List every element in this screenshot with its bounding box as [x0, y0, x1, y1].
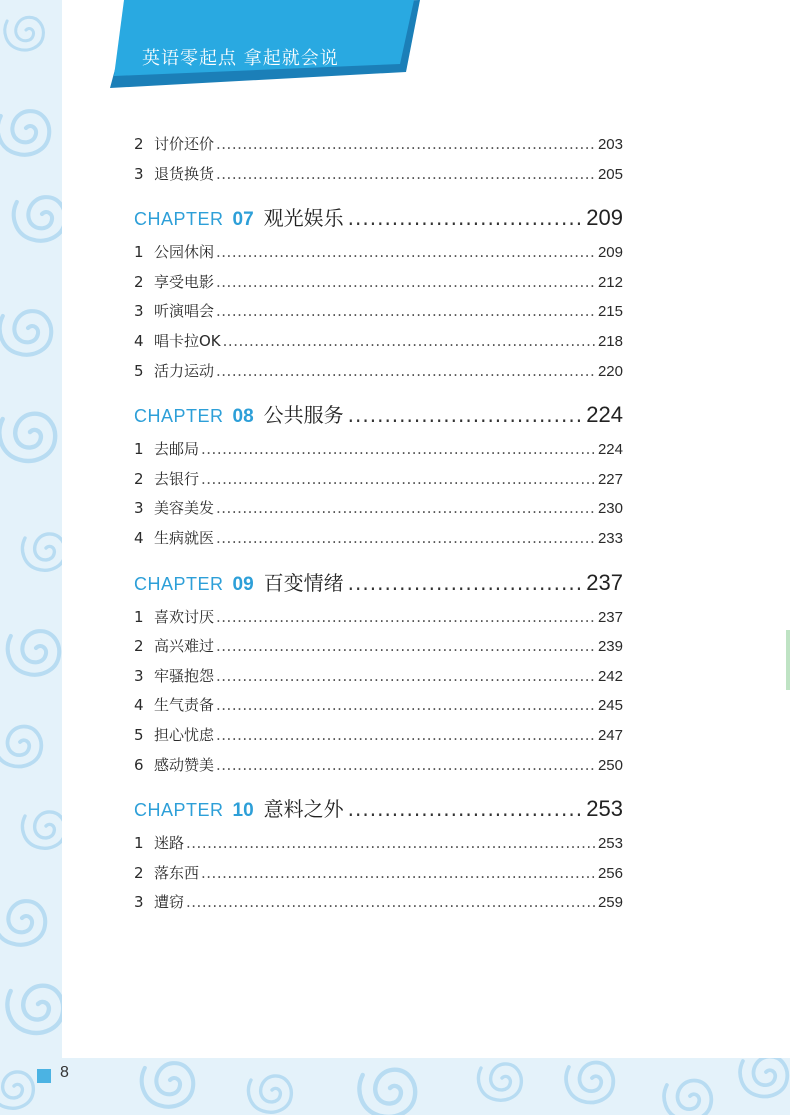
- toc-item-number: 3: [134, 302, 144, 321]
- toc-item-number: 5: [134, 725, 144, 744]
- toc-item-title: 感动赞美: [154, 755, 215, 774]
- toc-item-page: 256: [597, 864, 623, 882]
- chapter-number: 07: [232, 209, 254, 231]
- toc-item-page: 203: [597, 136, 623, 153]
- dot-leader: [348, 793, 583, 826]
- toc-item-number: 2: [134, 135, 144, 153]
- toc-item-title: 喜欢讨厌: [154, 607, 215, 626]
- toc-item-page: 242: [597, 667, 623, 685]
- dot-leader: [223, 327, 596, 357]
- toc-item[interactable]: [134, 130, 623, 160]
- toc-item-page: 245: [597, 697, 623, 715]
- dot-leader: [216, 130, 596, 160]
- chapter-label: CHAPTER: [134, 800, 224, 821]
- dot-leader: [348, 567, 583, 600]
- edge-strip: [786, 630, 790, 690]
- toc-item-page: 212: [597, 273, 623, 291]
- dot-leader: [216, 662, 596, 692]
- chapter-page: 253: [586, 796, 623, 822]
- chapter-page: 209: [586, 205, 623, 231]
- toc-item[interactable]: [134, 888, 623, 918]
- dot-leader: [348, 202, 583, 235]
- toc-item-number: 3: [134, 666, 144, 685]
- toc-item-number: 3: [134, 893, 144, 912]
- toc-item-title: 去邮局: [154, 440, 200, 459]
- toc-item-title: 遭窃: [154, 893, 185, 912]
- toc-item-number: 2: [134, 469, 144, 488]
- toc-item-title: 讨价还价: [154, 135, 215, 153]
- dot-leader: [216, 297, 596, 327]
- toc-item[interactable]: [134, 691, 623, 721]
- page-number-marker: [37, 1069, 51, 1083]
- toc-item[interactable]: [134, 357, 623, 387]
- toc-item[interactable]: [134, 297, 623, 327]
- dot-leader: [201, 859, 596, 889]
- dot-leader: [216, 494, 596, 524]
- chapter-number: 10: [232, 800, 254, 822]
- toc-item-number: 1: [134, 834, 144, 853]
- toc-item-title: 美容美发: [154, 499, 215, 518]
- toc-item[interactable]: [134, 268, 623, 298]
- toc-item-page: 209: [597, 244, 623, 262]
- toc-item-number: 3: [134, 499, 144, 518]
- toc-item-title: 唱卡拉OK: [154, 331, 221, 350]
- toc-item[interactable]: [134, 859, 623, 889]
- page-number: 8: [60, 1064, 69, 1081]
- dot-leader: [216, 238, 596, 268]
- chapter-heading-08[interactable]: [134, 398, 623, 431]
- chapter-label: CHAPTER: [134, 209, 224, 230]
- dot-leader: [216, 691, 596, 721]
- chapter-title: 意料之外: [263, 797, 344, 822]
- toc-item-title: 享受电影: [154, 272, 215, 291]
- dot-leader: [216, 357, 596, 387]
- toc-item[interactable]: [134, 160, 623, 190]
- toc-item[interactable]: [134, 662, 623, 692]
- toc-item[interactable]: [134, 632, 623, 662]
- toc-item-number: 2: [134, 272, 144, 291]
- dot-leader: [186, 829, 596, 859]
- toc-item[interactable]: [134, 524, 623, 554]
- toc-item-title: 高兴难过: [154, 637, 215, 656]
- toc-item-title: 退货换货: [154, 164, 215, 183]
- toc-item-page: 253: [597, 835, 623, 853]
- toc-item-title: 听演唱会: [154, 302, 215, 321]
- toc-item[interactable]: [134, 603, 623, 633]
- chapter-page: 237: [586, 569, 623, 595]
- toc-item-number: 4: [134, 696, 144, 715]
- chapter-number: 08: [232, 406, 254, 428]
- toc-item-number: 2: [134, 637, 144, 656]
- toc-item[interactable]: [134, 751, 623, 781]
- toc-item-title: 担心忧虑: [154, 725, 215, 744]
- dot-leader: [216, 721, 596, 751]
- dot-leader: [216, 603, 596, 633]
- toc-item[interactable]: [134, 494, 623, 524]
- dot-leader: [348, 399, 583, 432]
- chapter-heading-07[interactable]: [134, 201, 623, 234]
- toc-item-title: 迷路: [154, 834, 185, 853]
- table-of-contents: [134, 130, 623, 918]
- toc-item[interactable]: [134, 829, 623, 859]
- toc-item-page: 230: [597, 500, 623, 518]
- dot-leader: [216, 632, 596, 662]
- toc-item-title: 牢骚抱怨: [154, 666, 215, 685]
- toc-item[interactable]: [134, 238, 623, 268]
- toc-item-number: 4: [134, 528, 144, 547]
- toc-item-title: 活力运动: [154, 361, 215, 380]
- chapter-heading-09[interactable]: [134, 566, 623, 599]
- dot-leader: [216, 524, 596, 554]
- chapter-label: CHAPTER: [134, 573, 224, 594]
- chapter-title: 观光娱乐: [263, 206, 344, 231]
- toc-item-title: 落东西: [154, 863, 200, 882]
- toc-item-page: 205: [597, 165, 623, 183]
- toc-item-page: 237: [597, 608, 623, 626]
- dot-leader: [216, 751, 596, 781]
- chapter-title: 公共服务: [263, 403, 344, 428]
- toc-item-number: 3: [134, 164, 144, 183]
- toc-item-number: 1: [134, 607, 144, 626]
- toc-item-page: 233: [597, 529, 623, 547]
- toc-item-title: 公园休闲: [154, 243, 215, 262]
- chapter-heading-10[interactable]: [134, 792, 623, 825]
- dot-leader: [201, 435, 596, 465]
- toc-item-number: 6: [134, 755, 144, 774]
- toc-item-number: 1: [134, 243, 144, 262]
- chapter-number: 09: [232, 573, 254, 595]
- toc-item-title: 生气责备: [154, 696, 215, 715]
- toc-item-number: 1: [134, 440, 144, 459]
- toc-item-page: 224: [597, 441, 623, 459]
- dot-leader: [201, 465, 596, 495]
- dot-leader: [216, 160, 596, 190]
- chapter-title: 百变情绪: [263, 570, 344, 595]
- toc-item-number: 4: [134, 331, 144, 350]
- toc-item-page: 247: [597, 726, 623, 744]
- toc-item-page: 220: [597, 362, 623, 380]
- toc-item-page: 218: [597, 332, 623, 350]
- toc-item-page: 259: [597, 894, 623, 912]
- toc-item[interactable]: [134, 327, 623, 357]
- header-title: 英语零起点 拿起就会说: [142, 48, 339, 69]
- toc-item[interactable]: [134, 721, 623, 751]
- toc-item-page: 250: [597, 756, 623, 774]
- toc-item-page: 239: [597, 638, 623, 656]
- toc-item-number: 2: [134, 863, 144, 882]
- toc-item-title: 去银行: [154, 469, 200, 488]
- chapter-label: CHAPTER: [134, 406, 224, 427]
- toc-item-page: 227: [597, 470, 623, 488]
- toc-item[interactable]: [134, 465, 623, 495]
- toc-item[interactable]: [134, 435, 623, 465]
- toc-item-title: 生病就医: [154, 528, 215, 547]
- toc-item-page: 215: [597, 303, 623, 321]
- dot-leader: [216, 268, 596, 298]
- toc-item-number: 5: [134, 361, 144, 380]
- chapter-page: 224: [586, 402, 623, 428]
- dot-leader: [186, 888, 596, 918]
